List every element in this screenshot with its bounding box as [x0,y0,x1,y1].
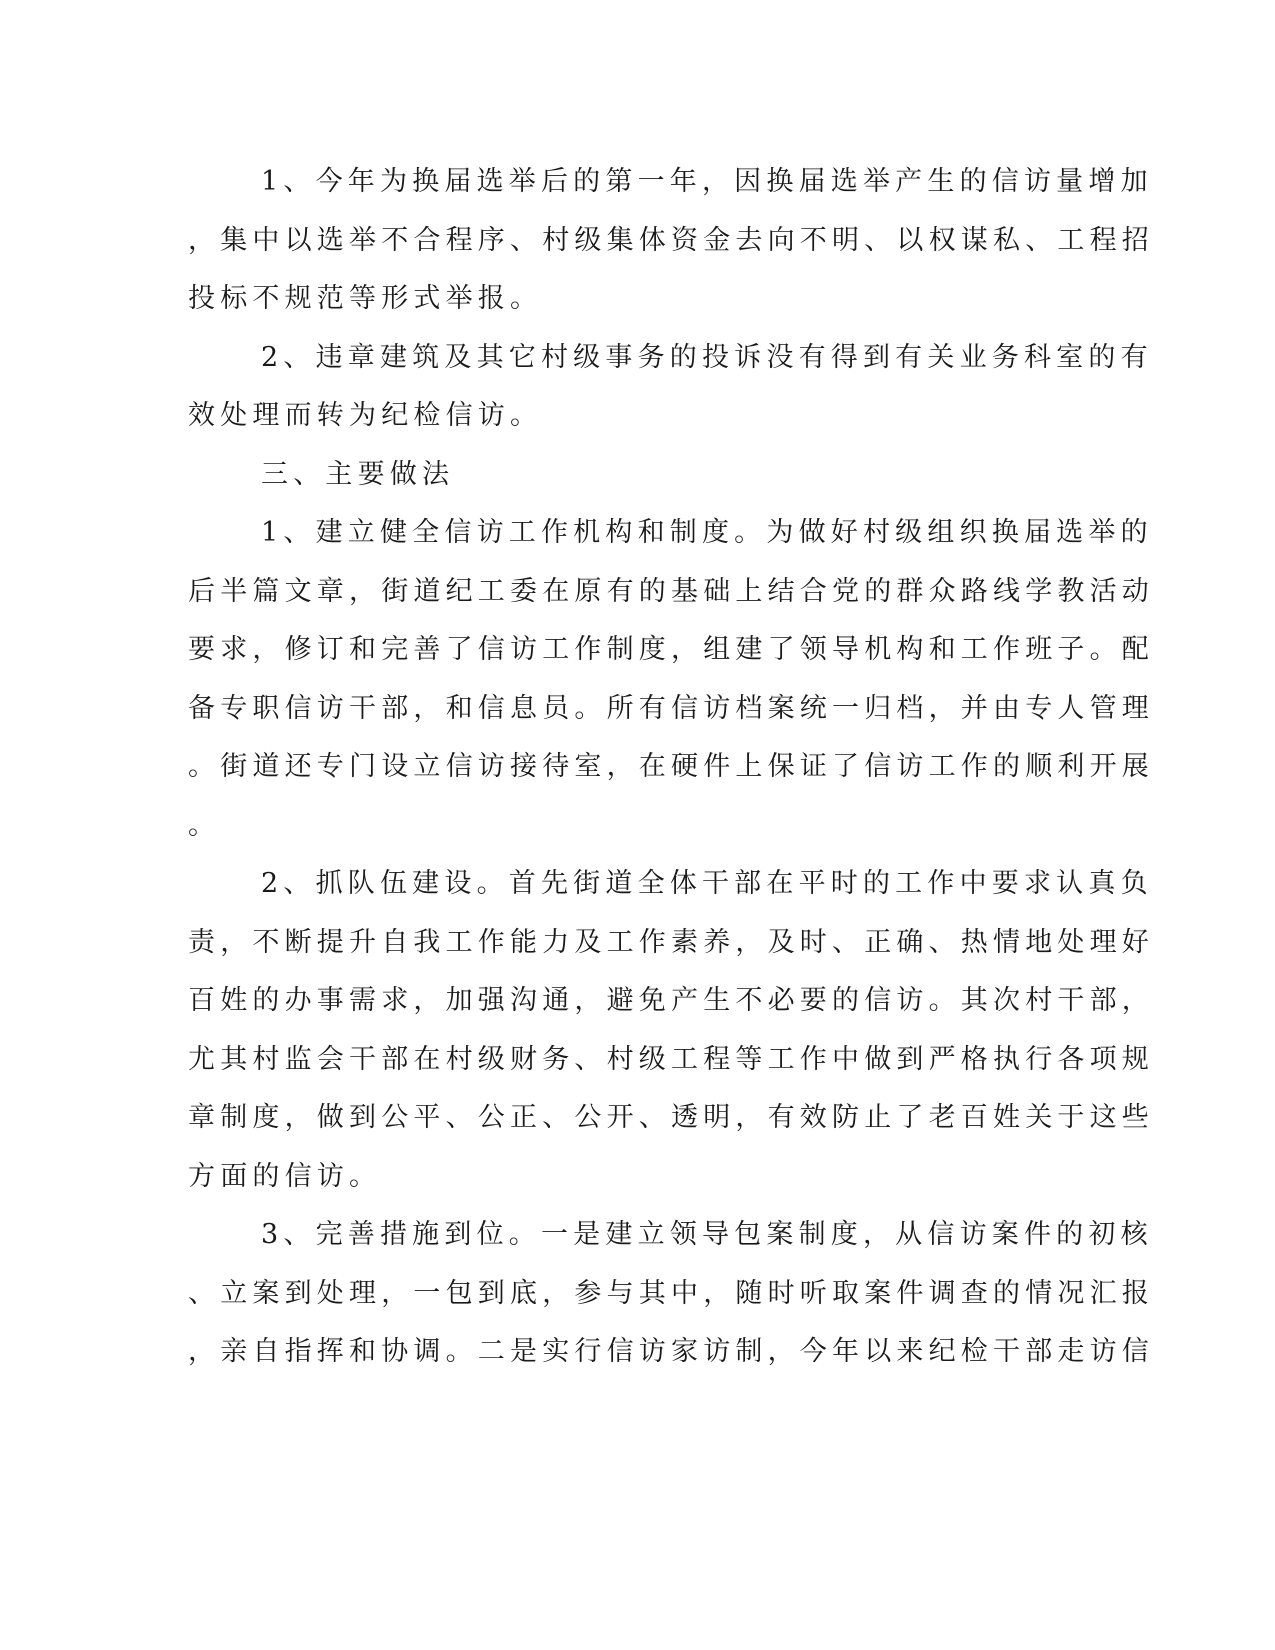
text-line: 。 [188,810,221,841]
text-line: 责，不断提升自我工作能力及工作素养，及时、正确、热情地处理好 [188,927,1154,958]
text-line: 3、完善措施到位。一是建立领导包案制度，从信访案件的初核 [261,1219,1153,1250]
text-line: 、立案到处理，一包到底，参与其中，随时听取案件调查的情况汇报 [188,1278,1154,1309]
text-line: 1、建立健全信访工作机构和制度。为做好村级组织换届选举的 [261,517,1153,548]
text-line: 备专职信访干部，和信息员。所有信访档案统一归档，并由专人管理 [188,693,1154,724]
text-line: 要求，修订和完善了信访工作制度，组建了领导机构和工作班子。配 [188,634,1154,665]
text-line: 2、违章建筑及其它村级事务的投诉没有得到有关业务科室的有 [261,342,1153,373]
text-line: 百姓的办事需求，加强沟通，避免产生不必要的信访。其次村干部， [188,985,1154,1016]
text-line: 后半篇文章，街道纪工委在原有的基础上结合党的群众路线学教活动 [188,576,1154,607]
text-line: 方面的信访。 [188,1161,382,1192]
text-line: 效处理而转为纪检信访。 [188,400,543,431]
text-line: 章制度，做到公平、公正、公开、透明，有效防止了老百姓关于这些 [188,1102,1154,1133]
text-line: 1、今年为换届选举后的第一年，因换届选举产生的信访量增加 [261,166,1153,197]
text-line: 2、抓队伍建设。首先街道全体干部在平时的工作中要求认真负 [261,868,1153,899]
text-line: 。街道还专门设立信访接待室，在硬件上保证了信访工作的顺利开展 [188,751,1154,782]
text-line: 尤其村监会干部在村级财务、村级工程等工作中做到严格执行各项规 [188,1044,1154,1075]
text-line: ，亲自指挥和协调。二是实行信访家访制，今年以来纪检干部走访信 [188,1336,1154,1367]
section-heading: 三、主要做法 [261,459,455,490]
text-line: ，集中以选举不合程序、村级集体资金去向不明、以权谋私、工程招 [188,225,1154,256]
text-line: 投标不规范等形式举报。 [188,283,543,314]
